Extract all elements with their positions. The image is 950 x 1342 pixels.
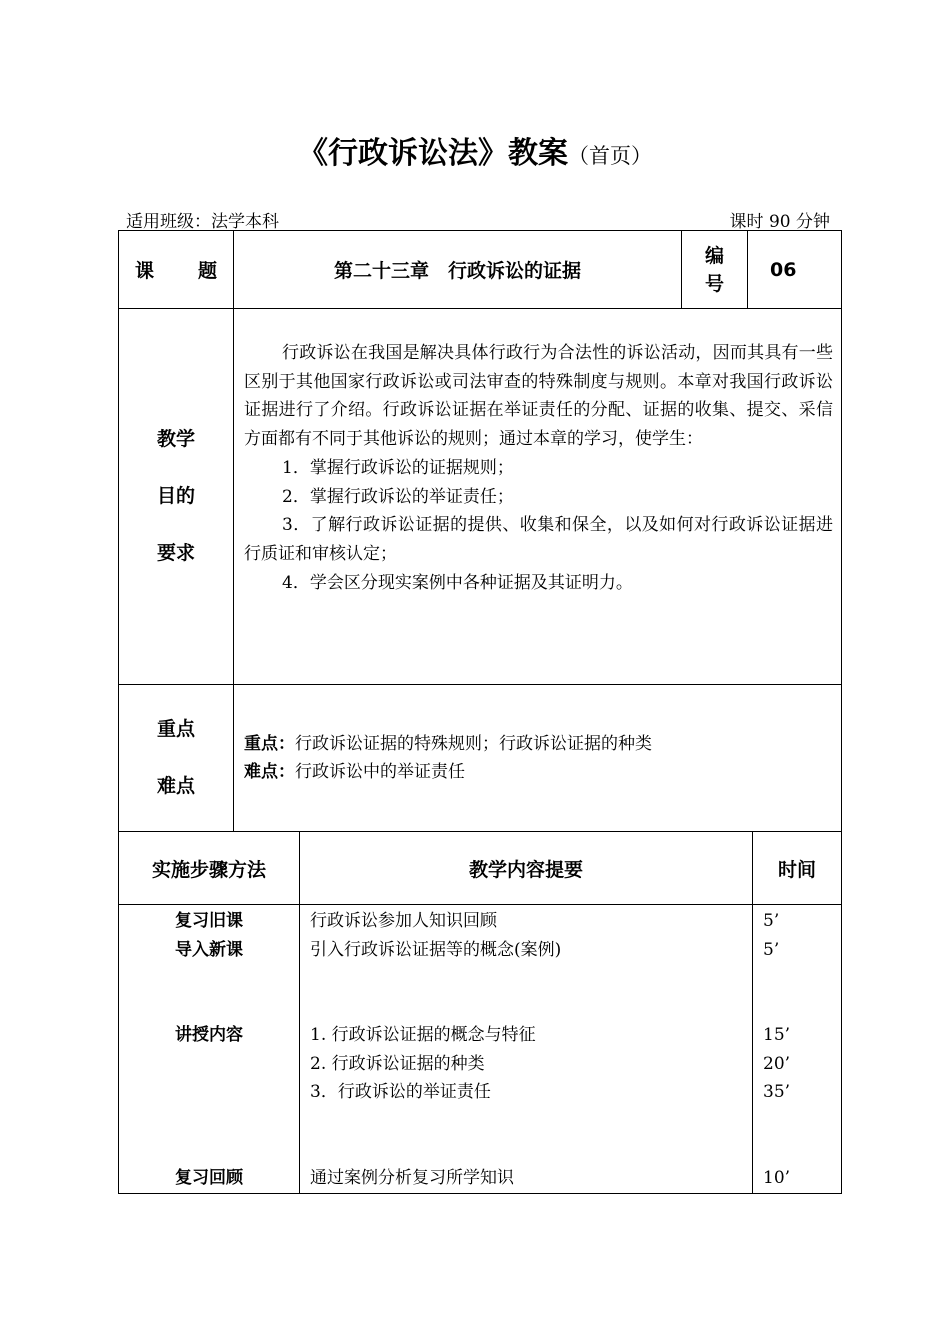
time-item-2: 5’ [763,939,780,960]
number-label-a: 编 [704,244,724,267]
time-column [753,905,842,1194]
key-point-value: 行政诉讼证据的特殊规则；行政诉讼证据的种类 [295,734,652,754]
objective-item-4: 4．学会区分现实案例中各种证据及其证明力。 [282,572,633,593]
step-teach: 讲授内容 [175,1025,243,1046]
header-content: 教学内容提要 [300,832,753,905]
objectives-text [234,309,842,685]
lesson-info-table [118,230,842,832]
content-column [300,905,753,1194]
keypoints-text [234,685,842,832]
step-intro: 导入新课 [175,939,243,960]
topic-label [119,231,234,309]
difficult-point-value: 行政诉讼中的举证责任 [295,762,465,782]
difficult-point [244,758,841,786]
objective-item-3: 3．了解行政诉讼证据的提供、收集和保全，以及如何对行政诉讼证据进行质证和审核认定； [244,515,833,564]
objectives-label-line-3: 要求 [156,542,195,564]
content-item-2: 引入行政诉讼证据等的概念(案例) [310,939,562,960]
difficult-point-label: 难点： [244,762,295,782]
time-item-1: 5’ [763,911,780,931]
time-item-6: 10’ [763,1167,791,1188]
objectives-label-line-1: 教学 [156,428,195,450]
schedule-body-row [119,905,842,1194]
topic-value: 第二十三章 行政诉讼的证据 [234,231,682,309]
number-label-b: 号 [704,272,724,295]
number-label [682,231,748,309]
objective-item-1: 1．掌握行政诉讼的证据规则； [282,457,514,478]
duration-label: 课时 90 分钟 [729,212,830,232]
content-item-4: 2. 行政诉讼证据的种类 [310,1053,485,1074]
title-main: 《行政诉讼法》教案 [298,136,568,171]
objectives-intro: 行政诉讼在我国是解决具体行政行为合法性的诉讼活动，因而其具有一些区别于其他国家行政诉讼或司法审查的特殊制度与规则。本章对我国行政诉讼证据进行了介绍。行政诉讼证据在举证责任的分配、证据的收集、提交、采信方面都有不同于其他诉讼的规则；通过本章的学习，使学生： [244,343,833,450]
time-item-5: 35’ [763,1082,791,1103]
objectives-label-line-2: 目的 [156,485,195,507]
steps-column [119,905,300,1194]
key-point-label: 重点： [244,734,295,754]
content-item-1: 行政诉讼参加人知识回顾 [310,911,497,931]
keypoints-row [119,685,842,832]
class-label: 适用班级：法学本科 [126,212,279,232]
content-item-5: 3．行政诉讼的举证责任 [310,1082,491,1103]
schedule-header-row [119,832,842,905]
topic-label-b: 题 [198,260,218,282]
content-item-6: 通过案例分析复习所学知识 [310,1167,514,1188]
document-title [0,128,950,172]
topic-label-a: 课 [134,260,154,282]
step-review: 复习旧课 [175,911,243,931]
objectives-label [119,309,234,685]
header-time: 时间 [753,832,842,905]
key-point [244,730,841,758]
schedule-table [118,831,842,1194]
keypoints-label-line-1: 重点 [156,718,195,740]
time-item-3: 15’ [763,1025,791,1046]
topic-row [119,231,842,309]
header-steps: 实施步骤方法 [119,832,300,905]
time-item-4: 20’ [763,1053,791,1074]
content-item-3: 1. 行政诉讼证据的概念与特征 [310,1025,536,1046]
objective-item-2: 2．掌握行政诉讼的举证责任； [282,486,514,507]
objectives-row [119,309,842,685]
lesson-number: 06 [748,231,842,309]
keypoints-label [119,685,234,832]
title-sub: （首页） [568,144,652,168]
step-recap: 复习回顾 [175,1167,243,1188]
keypoints-label-line-2: 难点 [156,775,195,797]
